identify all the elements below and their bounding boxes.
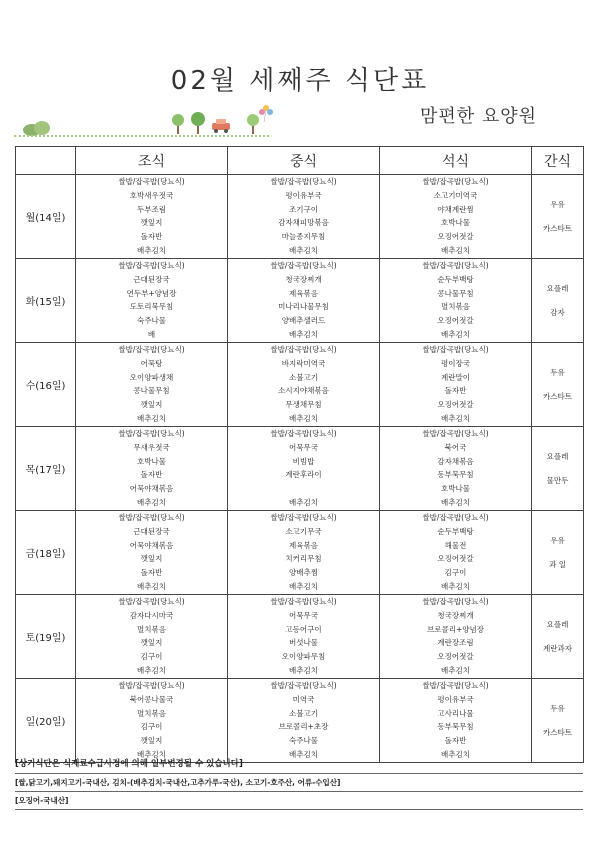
menu-item: 미나리나물무침 <box>278 302 329 312</box>
ground-line <box>14 135 269 137</box>
menu-item: 쌀밥/잡곡밥(당뇨식) <box>118 177 185 186</box>
header-dinner: 석식 <box>380 147 532 175</box>
menu-item: 평이유부국 <box>437 694 474 704</box>
menu-item: 쌀밥/잡곡밥(당뇨식) <box>118 681 185 690</box>
menu-item: 배추김치 <box>137 581 166 591</box>
menu-item: 깻잎지 <box>140 400 163 410</box>
snack-item: 계란과자 <box>543 643 572 653</box>
snack-item: 우유 <box>550 535 565 545</box>
menu-item: 쌀밥/잡곡밥(당뇨식) <box>270 513 337 522</box>
menu-item: 숙주나물 <box>137 316 166 326</box>
day-row <box>16 259 584 343</box>
menu-item: 소시지야채볶음 <box>278 386 329 396</box>
day-label: 일(20일) <box>16 679 76 763</box>
menu-item: 쌀밥/잡곡밥(당뇨식) <box>118 597 185 606</box>
lunch-cell <box>228 679 380 763</box>
menu-table <box>15 146 584 763</box>
menu-item <box>228 482 379 496</box>
menu-item: 소불고기 <box>289 372 318 382</box>
menu-item: 고등어구이 <box>285 624 322 634</box>
menu-item: 양배추찜 <box>289 568 318 578</box>
menu-item: 미역국 <box>292 694 315 704</box>
menu-item: 고사리나물 <box>437 708 474 718</box>
notice-text: [상기식단은 식재료수급사정에 의해 일부변경될 수 있습니다] <box>15 756 583 774</box>
balloons-icon <box>259 105 273 122</box>
facility-name: 맘편한 요양원 <box>420 106 538 127</box>
menu-item: 쌀밥/잡곡밥(당뇨식) <box>118 345 185 354</box>
menu-item: 감자다시마국 <box>129 610 174 620</box>
snack-item: 카스타트 <box>543 727 572 737</box>
snack-item: 두유 <box>550 367 565 377</box>
menu-item: 오징어젓갈 <box>437 554 474 564</box>
snack-cell <box>532 427 584 511</box>
menu-item: 양배추샐러드 <box>281 316 326 326</box>
menu-item: 조기구이 <box>289 204 318 214</box>
menu-item: 콩나물무침 <box>133 386 170 396</box>
menu-item: 배추김치 <box>289 329 318 339</box>
day-row <box>16 679 584 763</box>
dinner-cell <box>380 259 532 343</box>
menu-item: 배추김치 <box>289 245 318 255</box>
menu-item: 어묵야채볶음 <box>129 484 174 494</box>
menu-item: 계란장조림 <box>437 638 474 648</box>
menu-item: 바지락미역국 <box>281 358 326 368</box>
menu-item: 배추김치 <box>441 497 470 507</box>
menu-item: 브로콜리+초장 <box>278 722 329 732</box>
menu-item: 멸치볶음 <box>137 708 166 718</box>
day-row <box>16 511 584 595</box>
menu-item: 배추김치 <box>289 413 318 423</box>
menu-item: 깻잎지 <box>140 218 163 228</box>
menu-item: 돌자반 <box>140 470 163 480</box>
menu-item: 배추김치 <box>289 497 318 507</box>
header-lunch: 중식 <box>228 147 380 175</box>
menu-item: 깻잎지 <box>140 638 163 648</box>
day-label: 금(18일) <box>16 511 76 595</box>
breakfast-cell <box>76 511 228 595</box>
snack-cell <box>532 343 584 427</box>
menu-item: 계란말이 <box>441 372 470 382</box>
snack-item: 우유 <box>550 199 565 209</box>
day-label: 월(14일) <box>16 175 76 259</box>
menu-item: 북어콩나물국 <box>129 694 174 704</box>
menu-item: 두부조림 <box>137 204 166 214</box>
menu-item: 치커리무침 <box>285 554 322 564</box>
menu-item: 근대된장국 <box>133 274 170 284</box>
corner-cell <box>16 147 76 175</box>
car-icon <box>212 119 230 133</box>
menu-item: 쌀밥/잡곡밥(당뇨식) <box>422 261 489 270</box>
origin-info: [쌀,닭고기,돼지고기-국내산, 김치-(배추김치-국내산,고추가루-국산), 소고기-호주산, 어류-수입산] <box>15 774 583 792</box>
day-row <box>16 595 584 679</box>
menu-item: 해물전 <box>444 540 467 550</box>
breakfast-cell <box>76 595 228 679</box>
menu-item: 배추김치 <box>137 413 166 423</box>
menu-item: 마늘종지무침 <box>281 232 326 242</box>
snack-item: 과 일 <box>549 559 566 569</box>
menu-item: 오징어젓갈 <box>437 232 474 242</box>
lunch-cell <box>228 175 380 259</box>
menu-item: 배추김치 <box>441 245 470 255</box>
page-title: 02월 세째주 식단표 <box>170 66 430 96</box>
day-row <box>16 175 584 259</box>
header-snack: 간식 <box>532 147 584 175</box>
menu-item: 브로콜리+양념장 <box>427 624 484 634</box>
menu-item: 평이장국 <box>441 358 470 368</box>
menu-item: 연두부+양념장 <box>126 288 177 298</box>
menu-item: 쌀밥/잡곡밥(당뇨식) <box>270 681 337 690</box>
menu-item: 동부묵무침 <box>437 722 474 732</box>
menu-item: 오징어젓갈 <box>437 316 474 326</box>
menu-item: 소고기미역국 <box>433 190 478 200</box>
menu-item: 어묵탕 <box>140 358 163 368</box>
menu-item: 어묵무국 <box>289 610 318 620</box>
menu-item: 배추김치 <box>289 581 318 591</box>
menu-item: 배추김치 <box>289 665 318 675</box>
menu-item: 비빔밥 <box>292 456 315 466</box>
menu-item: 어묵무국 <box>289 442 318 452</box>
menu-item: 쌀밥/잡곡밥(당뇨식) <box>270 261 337 270</box>
menu-item: 쌀밥/잡곡밥(당뇨식) <box>422 177 489 186</box>
menu-item: 무새우젓국 <box>133 442 170 452</box>
bush-icon <box>23 121 50 136</box>
snack-cell <box>532 175 584 259</box>
day-row <box>16 427 584 511</box>
menu-item: 배추김치 <box>137 665 166 675</box>
menu-item: 순두부백탕 <box>437 526 474 536</box>
dinner-cell <box>380 511 532 595</box>
menu-item: 배추김치 <box>441 413 470 423</box>
menu-item: 김구이 <box>140 722 163 732</box>
header-row <box>16 147 584 175</box>
menu-item: 쌀밥/잡곡밥(당뇨식) <box>270 429 337 438</box>
menu-item: 쌀밥/잡곡밥(당뇨식) <box>270 177 337 186</box>
menu-item: 평이유부국 <box>285 190 322 200</box>
menu-item: 배추김치 <box>441 749 470 759</box>
menu-item: 청국장찌개 <box>285 274 322 284</box>
menu-item: 멸치볶음 <box>137 624 166 634</box>
snack-item: 요플레 <box>546 283 569 293</box>
menu-item: 쌀밥/잡곡밥(당뇨식) <box>422 429 489 438</box>
menu-item: 제육볶음 <box>289 540 318 550</box>
snack-cell <box>532 679 584 763</box>
menu-item: 돌자반 <box>140 568 163 578</box>
menu-item: 멸치볶음 <box>441 302 470 312</box>
menu-item: 쌀밥/잡곡밥(당뇨식) <box>270 597 337 606</box>
menu-item: 오징어젓갈 <box>437 652 474 662</box>
menu-item: 쌀밥/잡곡밥(당뇨식) <box>270 345 337 354</box>
menu-item: 배추김치 <box>441 329 470 339</box>
menu-item: 돌자반 <box>444 736 467 746</box>
menu-item: 소고기무국 <box>285 526 322 536</box>
dinner-cell <box>380 679 532 763</box>
snack-item: 물만두 <box>546 475 569 485</box>
day-label: 목(17일) <box>16 427 76 511</box>
menu-item: 버섯나물 <box>289 638 318 648</box>
breakfast-cell <box>76 343 228 427</box>
menu-item: 오이양파무침 <box>281 652 326 662</box>
notes <box>15 756 583 810</box>
menu-item: 배추김치 <box>137 497 166 507</box>
menu-item: 쌀밥/잡곡밥(당뇨식) <box>118 513 185 522</box>
menu-item: 순두부백탕 <box>437 274 474 284</box>
breakfast-cell <box>76 259 228 343</box>
day-label: 수(16일) <box>16 343 76 427</box>
menu-item: 오이양파생채 <box>129 372 174 382</box>
menu-item: 배추김치 <box>289 749 318 759</box>
menu-item: 김구이 <box>444 568 467 578</box>
snack-cell <box>532 511 584 595</box>
menu-item: 호박새우젓국 <box>129 190 174 200</box>
menu-item: 어묵야채볶음 <box>129 540 174 550</box>
menu-item: 근대된장국 <box>133 526 170 536</box>
menu-item: 배추김치 <box>441 581 470 591</box>
snack-item: 요플레 <box>546 619 569 629</box>
menu-item: 호박나물 <box>441 484 470 494</box>
menu-item: 도토리묵무침 <box>129 302 174 312</box>
menu-item: 청국장찌개 <box>437 610 474 620</box>
breakfast-cell <box>76 427 228 511</box>
menu-item: 쌀밥/잡곡밥(당뇨식) <box>422 345 489 354</box>
snack-item: 카스타트 <box>543 391 572 401</box>
dinner-cell <box>380 175 532 259</box>
snack-item: 카스타트 <box>543 223 572 233</box>
menu-item: 김구이 <box>140 652 163 662</box>
lunch-cell <box>228 427 380 511</box>
menu-item: 돌자반 <box>444 386 467 396</box>
dinner-cell <box>380 427 532 511</box>
menu-item: 쌀밥/잡곡밥(당뇨식) <box>118 261 185 270</box>
dinner-cell <box>380 343 532 427</box>
menu-item: 돌자반 <box>140 232 163 242</box>
menu-item: 무생채무침 <box>285 400 322 410</box>
header-breakfast: 조식 <box>76 147 228 175</box>
breakfast-cell <box>76 679 228 763</box>
menu-item: 배추김치 <box>441 665 470 675</box>
menu-item: 야채계란찜 <box>437 204 474 214</box>
day-label: 토(19일) <box>16 595 76 679</box>
menu-item: 북어국 <box>444 442 467 452</box>
origin-info-squid: [오징어-국내산] <box>15 792 583 810</box>
snack-item: 감자 <box>550 307 565 317</box>
menu-item: 호박나물 <box>441 218 470 228</box>
menu-item: 쌀밥/잡곡밥(당뇨식) <box>422 513 489 522</box>
menu-item: 동부묵무침 <box>437 470 474 480</box>
menu-item: 깻잎지 <box>140 736 163 746</box>
menu-item: 쌀밥/잡곡밥(당뇨식) <box>422 681 489 690</box>
day-label: 화(15일) <box>16 259 76 343</box>
lunch-cell <box>228 343 380 427</box>
lunch-cell <box>228 259 380 343</box>
snack-item: 두유 <box>550 703 565 713</box>
menu-item: 숙주나물 <box>289 736 318 746</box>
breakfast-cell <box>76 175 228 259</box>
lunch-cell <box>228 511 380 595</box>
menu-item: 배추김치 <box>137 245 166 255</box>
dinner-cell <box>380 595 532 679</box>
snack-item: 요플레 <box>546 451 569 461</box>
menu-item: 오징어젓갈 <box>437 400 474 410</box>
lunch-cell <box>228 595 380 679</box>
menu-item: 계란후라이 <box>285 470 322 480</box>
menu-item: 소불고기 <box>289 708 318 718</box>
day-row <box>16 343 584 427</box>
menu-item: 감자채볶음 <box>437 456 474 466</box>
menu-item: 깻잎지 <box>140 554 163 564</box>
menu-item: 제육볶음 <box>289 288 318 298</box>
menu-item: 쌀밥/잡곡밥(당뇨식) <box>422 597 489 606</box>
menu-item: 배추김치 <box>137 749 166 759</box>
menu-item: 호박나물 <box>137 456 166 466</box>
menu-item: 쌀밥/잡곡밥(당뇨식) <box>118 429 185 438</box>
snack-cell <box>532 259 584 343</box>
menu-item: 감자채피망볶음 <box>278 218 329 228</box>
menu-item: 배 <box>147 329 156 339</box>
snack-cell <box>532 595 584 679</box>
menu-item: 콩나물무침 <box>437 288 474 298</box>
